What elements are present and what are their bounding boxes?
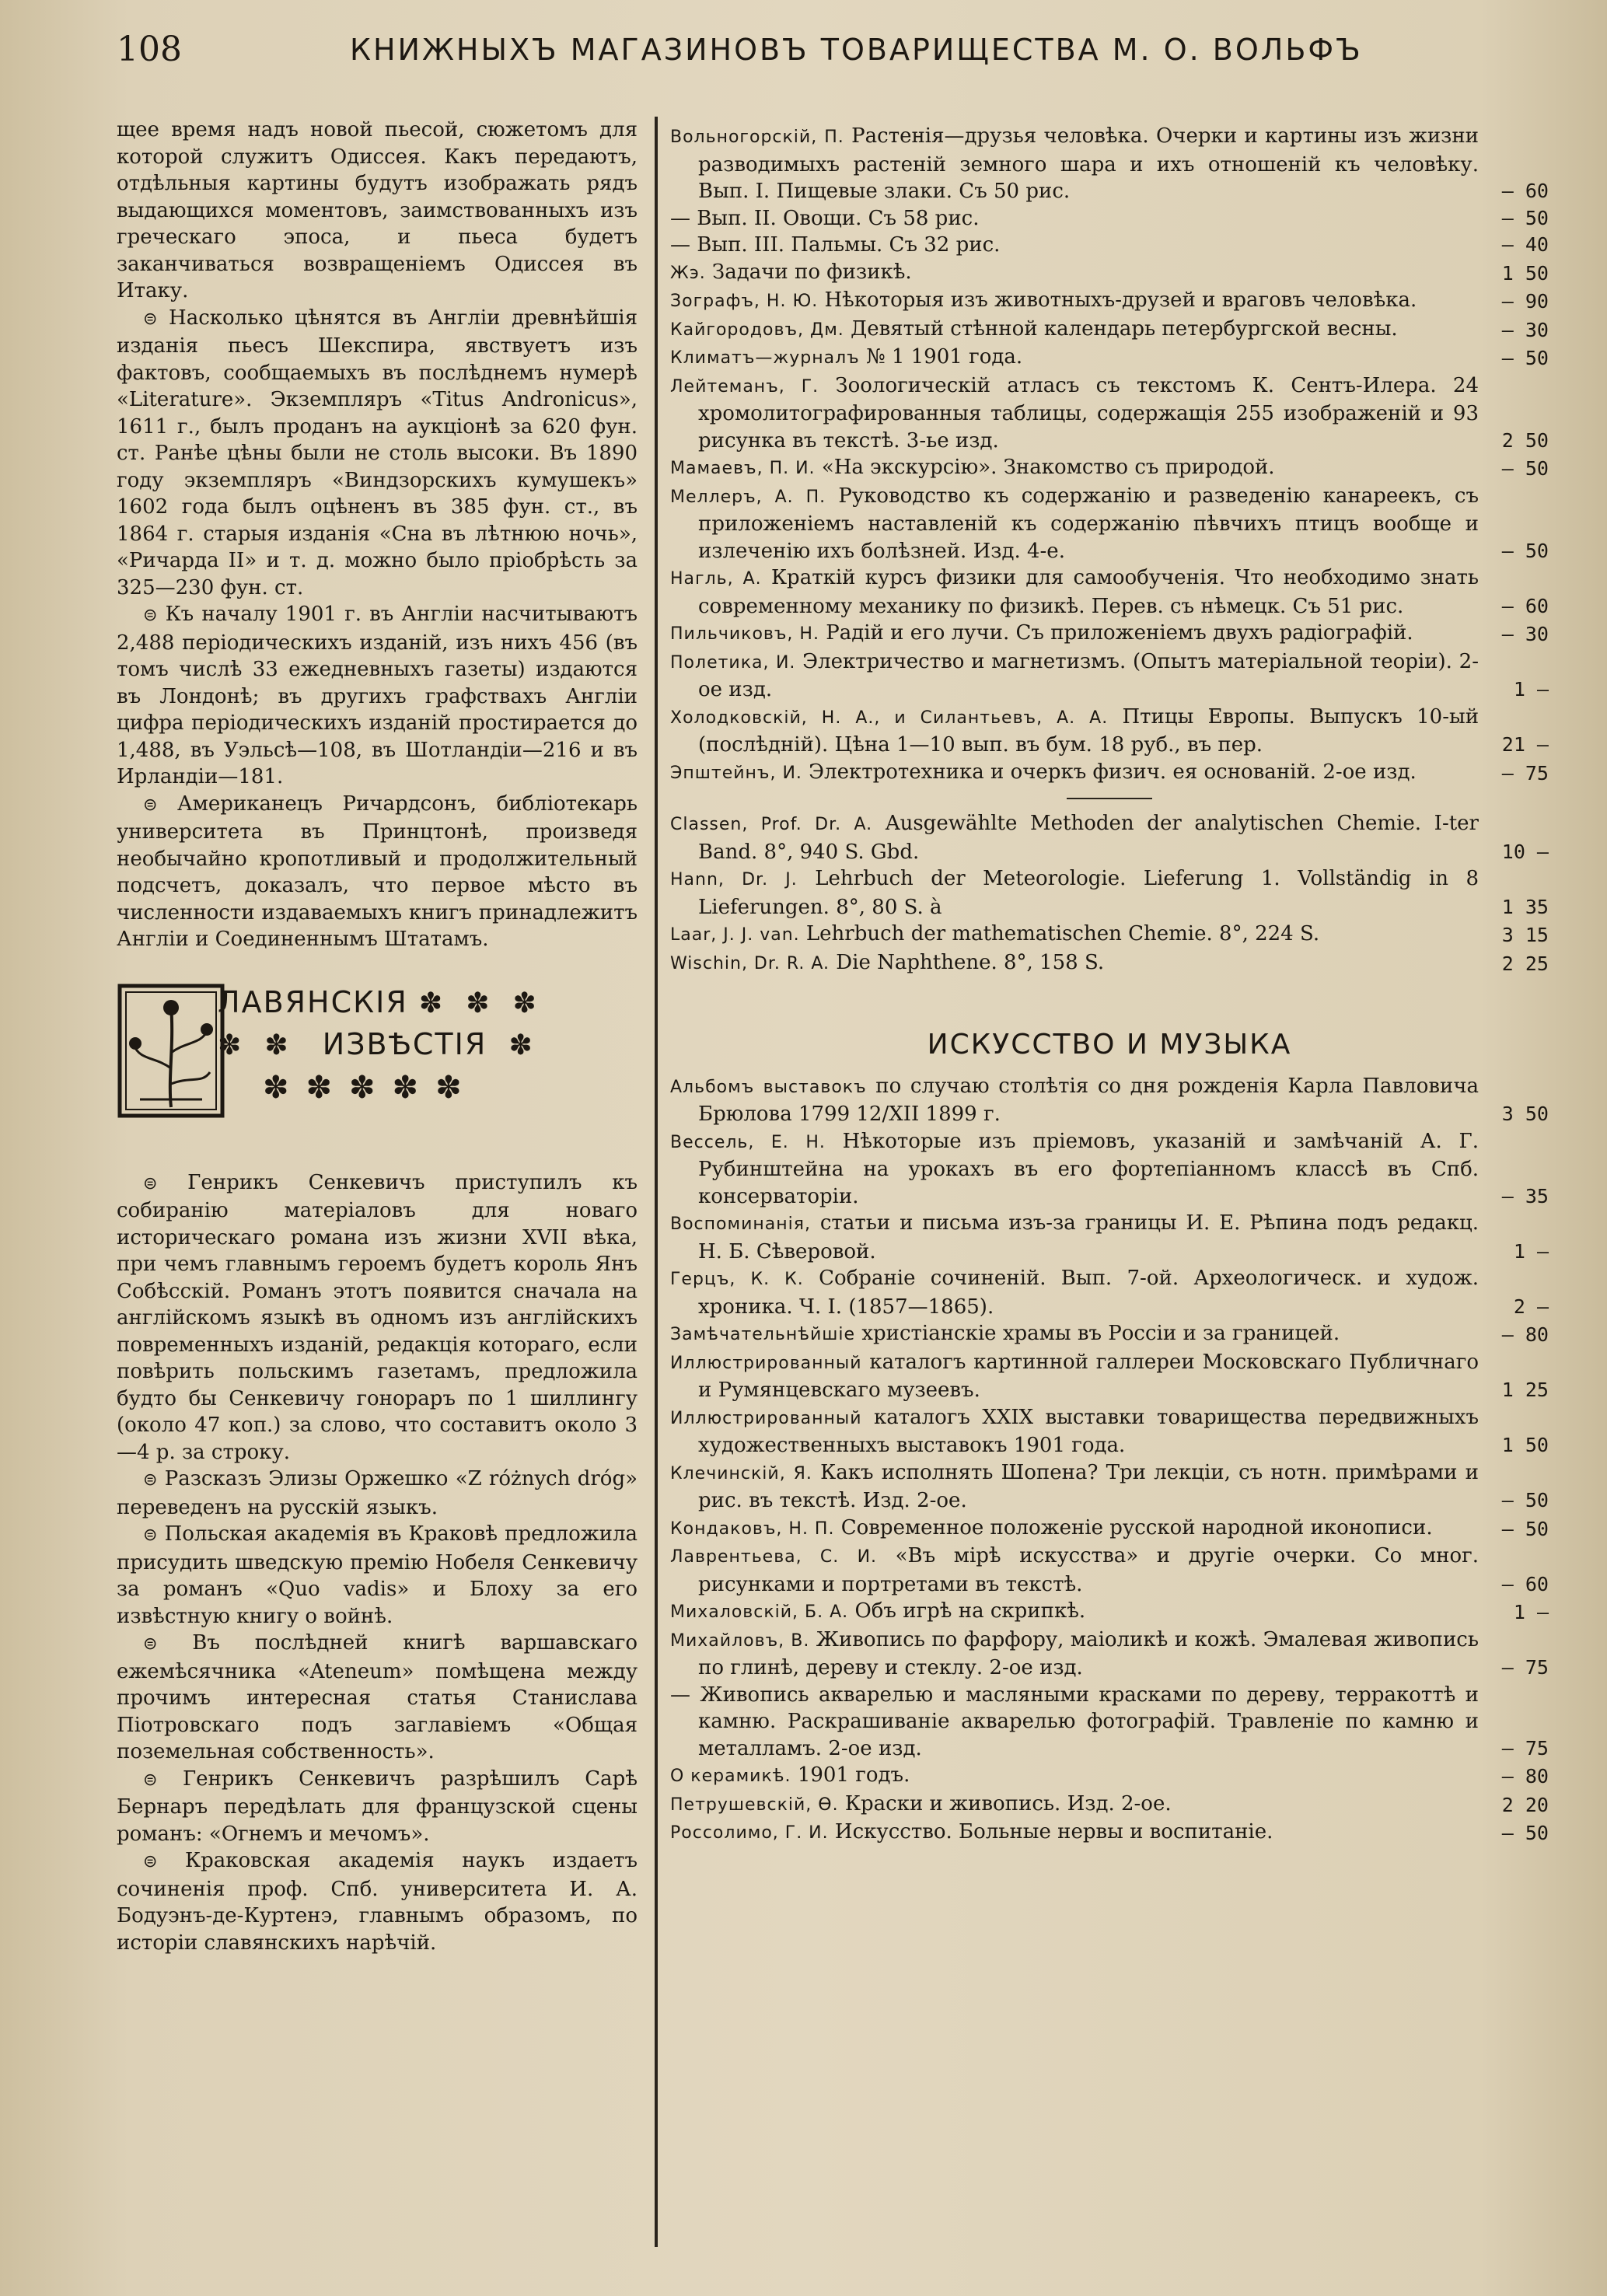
entry-price: — 50 — [1501, 539, 1549, 562]
star-ornament-icon: ✽ — [466, 987, 491, 1019]
entry-title: Современное положеніе русской народной иконописи. — [840, 1515, 1433, 1539]
entry-price: 2 — — [1513, 1295, 1549, 1318]
entry-title: — Вып. III. Пальмы. Съ 32 рис. — [670, 233, 1001, 257]
catalog-entry — [670, 316, 1549, 344]
news-item — [117, 1169, 638, 1466]
catalog-entry — [670, 1128, 1549, 1211]
entry-title: Die Naphthene. 8°, 158 S. — [836, 950, 1105, 974]
slavic-news-heading — [117, 983, 638, 1146]
entry-price: — 35 — [1501, 1184, 1549, 1207]
book-list-art-music — [670, 1073, 1549, 1847]
entry-title: статьи и письма изъ-за границы И. Е. Рѣпина подъ редакц. Н. Б. Сѣверовой. — [698, 1211, 1479, 1263]
entry-price: — 80 — [1501, 1323, 1549, 1346]
entry-author: Кайгородовъ, Дм. — [670, 320, 844, 340]
entry-author: Нагль, А. — [670, 569, 762, 589]
slavic-heading-line2 — [218, 1026, 534, 1061]
catalog-entry — [670, 921, 1549, 949]
entry-price: — 50 — [1501, 1822, 1549, 1844]
entry-price: 1 35 — [1501, 895, 1549, 918]
entry-price: — 50 — [1501, 206, 1549, 229]
catalog-entry — [670, 704, 1549, 759]
entry-title: № 1 1901 года. — [865, 345, 1023, 369]
entry-title: Lehrbuch der Meteorologie. Lieferung 1. Vollständig in 8 Lieferungen. 8°, 80 S. à — [698, 867, 1479, 919]
entry-author: Лейтеманъ, Г. — [670, 376, 819, 397]
catalog-entry — [670, 1543, 1549, 1598]
catalog-entry — [670, 259, 1549, 288]
catalog-entry — [670, 1265, 1549, 1320]
news-text: Генрикъ Сенкевичъ разрѣшилъ Сарѣ Бернаръ передѣлать для французской сцены романъ: «Огнемъ и мечомъ». — [117, 1767, 638, 1846]
news-item — [117, 1630, 638, 1766]
entry-author: О керамикѣ. — [670, 1767, 791, 1786]
entry-price: 2 25 — [1501, 952, 1549, 975]
star-ornament-icon: ✽ — [508, 1029, 534, 1061]
slavic-heading-stars — [263, 1069, 479, 1106]
entry-title: 1901 годъ. — [797, 1763, 910, 1787]
entry-price: 1 50 — [1501, 261, 1549, 285]
entry-author: Пильчиковъ, Н. — [670, 624, 819, 644]
entry-price: 10 — — [1501, 840, 1549, 863]
entry-price: 21 — — [1501, 733, 1549, 756]
section-marker-icon: ⊜ — [143, 309, 158, 329]
section-marker-icon: ⊜ — [143, 1770, 158, 1790]
entry-author: Воспоминанія, — [670, 1214, 811, 1234]
entry-author: Петрушевскій, Ѳ. — [670, 1795, 839, 1815]
entry-author: Wischin, Dr. R. A. — [670, 953, 830, 973]
entry-price: — 60 — [1501, 1572, 1549, 1595]
entry-price: — 50 — [1501, 1517, 1549, 1540]
catalog-entry — [670, 810, 1549, 865]
entry-author: Laar, J. J. van. — [670, 925, 800, 945]
entry-author: Климатъ—журналъ — [670, 348, 860, 368]
entry-title: Задачи по физикѣ. — [712, 260, 912, 284]
catalog-entry — [670, 205, 1549, 232]
entry-title: Объ игрѣ на скрипкѣ. — [854, 1599, 1086, 1623]
book-list-natural-science — [670, 123, 1549, 787]
entry-title: Растенія—друзья человѣка. Очерки и картины изъ жизни разводимыхъ растеній земного шара и ихъ отношеній къ человѣку. Вып. I. Пищевые злаки. Съ 50 рис. — [698, 124, 1479, 203]
entry-price: 1 — — [1513, 1601, 1549, 1623]
entry-title: христіанскіе храмы въ Россіи и за границей. — [861, 1322, 1340, 1345]
catalog-entry — [670, 344, 1549, 372]
entry-title: Живопись по фарфору, маіоликѣ и кожѣ. Эмалевая живопись по глинѣ, дереву и стеклу. 2-ое изд. — [698, 1627, 1479, 1679]
entry-price: 3 50 — [1501, 1103, 1549, 1125]
page-number: 108 — [117, 30, 182, 69]
news-text: Разсказъ Элизы Оржешко «Z różnych dróg» переведенъ на русскій языкъ. — [117, 1467, 638, 1519]
entry-price: — 50 — [1501, 1489, 1549, 1511]
ornamental-initial-icon — [117, 983, 225, 1119]
section-marker-icon: ⊜ — [143, 1173, 158, 1193]
entry-title: Нѣкоторые изъ пріемовъ, указаній и замѣчаній А. Г. Рубинштейна на урокахъ въ его фортепіанномъ классѣ въ Спб. консерваторіи. — [698, 1129, 1479, 1208]
news-text: Краковская академія наукъ издаетъ сочиненія проф. Спб. университета И. А. Бодуэнъ-де-Куртенэ, главнымъ образомъ, по исторіи славянскихъ нарѣчій. — [117, 1849, 638, 1955]
entry-price: 3 15 — [1501, 924, 1549, 946]
heading-text: ИЗВѢСТІЯ — [322, 1026, 487, 1061]
star-ornament-icon: ✽ — [418, 987, 445, 1019]
catalog-entry — [670, 372, 1549, 455]
catalog-entry — [670, 232, 1549, 259]
entry-author: Classen, Prof. Dr. A. — [670, 815, 873, 834]
entry-price: 2 50 — [1501, 428, 1549, 452]
entry-price: — 60 — [1501, 180, 1549, 202]
catalog-entry — [670, 759, 1549, 788]
star-ornament-icon: ✽ — [306, 1069, 350, 1106]
entry-price: 1 25 — [1501, 1379, 1549, 1401]
divider-rule — [1067, 798, 1152, 799]
entry-price: 1 — — [1513, 678, 1549, 701]
entry-author: Кондаковъ, Н. П. — [670, 1518, 835, 1539]
entry-title: Радій и его лучи. Съ приложеніемъ двухъ радіографій. — [826, 621, 1413, 645]
star-ornament-icon: ✽ — [392, 1069, 436, 1106]
entry-title: Искусство. Больные нервы и воспитаніе. — [834, 1820, 1273, 1843]
entry-price: — 50 — [1501, 347, 1549, 369]
entry-author: Холодковскій, Н. А., и Силантьевъ, А. А. — [670, 708, 1109, 728]
entry-author: Иллюстрированный — [670, 1408, 862, 1428]
entry-price: — 80 — [1501, 1765, 1549, 1788]
paragraph-text: Американецъ Ричардсонъ, библіотекарь университета въ Принцтонѣ, произведя необычайно кропотливый и продолжительный подсчетъ, доказалъ, что первое мѣсто въ численности издаваемыхъ книгъ принадлежитъ Англіи и Соединеннымъ Штатамъ. — [117, 792, 638, 951]
entry-title: Электричество и магнетизмъ. (Опытъ матеріальной теоріи). 2-ое изд. — [698, 649, 1479, 701]
catalog-entry — [670, 287, 1549, 316]
entry-author: Вольногорскій, П. — [670, 128, 844, 147]
column-divider — [655, 117, 658, 2247]
article-paragraph: щее время надъ новой пьесой, сюжетомъ для которой служитъ Одиссея. Какъ передаютъ, отдѣльныя картины будутъ изображать рядъ выдающихся моментовъ, заимствованныхъ изъ греческаго эпоса, и пьеса будетъ заканчиваться возвращеніемъ Одиссея въ Итаку. — [117, 118, 638, 302]
catalog-entry — [670, 1349, 1549, 1404]
catalog-entry — [670, 1073, 1549, 1128]
article-paragraph — [117, 791, 638, 953]
paragraph-text: Насколько цѣнятся въ Англіи древнѣйшія изданія пьесъ Шекспира, явствуетъ изъ фактовъ, сообщаемыхъ въ послѣднемъ нумерѣ «Literature». Экземпляръ «Titus Andronicus», 1611 г., былъ проданъ на аукціонѣ за 620 фун. ст. Ранѣе цѣны были не столь высоки. Въ 1890 году экземпляръ «Виндзорскихъ кумушекъ» 1602 года былъ оцѣненъ въ 385 фун. ст., въ 1864 г. старыя изданія «Сна въ лѣтнюю ночь», «Ричарда II» и т. д. можно было пріобрѣсть за 325—230 фун. ст. — [117, 306, 638, 599]
entry-title: Краткій курсъ физики для самообученія. Что необходимо знать современному механику по физикѣ. Перев. съ нѣмецк. Съ 51 рис. — [698, 566, 1479, 618]
catalog-entry — [670, 1791, 1549, 1819]
entry-price: 1 50 — [1501, 1434, 1549, 1456]
section-marker-icon: ⊜ — [143, 1634, 158, 1654]
catalog-entry — [670, 564, 1549, 620]
heading-text: ЛАВЯНСКІЯ — [218, 984, 408, 1019]
entry-title: Краски и живопись. Изд. 2-ое. — [844, 1791, 1172, 1815]
running-title: КНИЖНЫХЪ МАГАЗИНОВЪ ТОВАРИЩЕСТВА М. О. ВОЛЬФЪ — [350, 33, 1363, 67]
catalog-entry — [670, 1762, 1549, 1791]
entry-author: Клечинскій, Я. — [670, 1463, 812, 1483]
entry-author: Михаловскій, Б. А. — [670, 1602, 849, 1622]
star-ornament-icon: ✽ — [512, 987, 538, 1019]
article-paragraph — [117, 601, 638, 791]
catalog-entry — [670, 865, 1549, 921]
section-title: ИСКУССТВО И МУЗЫКА — [927, 1029, 1292, 1061]
news-item — [117, 1766, 638, 1848]
catalog-entry — [670, 1515, 1549, 1543]
news-item — [117, 1847, 638, 1956]
entry-author: Мамаевъ, П. И. — [670, 459, 816, 478]
catalog-entry — [670, 949, 1549, 978]
entry-title: — Вып. II. Овощи. Съ 58 рис. — [670, 206, 980, 230]
entry-price: — 60 — [1501, 594, 1549, 617]
spacer — [670, 977, 1549, 1032]
entry-author: Эпштейнъ, И. — [670, 763, 802, 783]
entry-price: — 30 — [1501, 623, 1549, 645]
entry-price: — 75 — [1501, 761, 1549, 785]
catalog-entry — [670, 1598, 1549, 1627]
entry-price: — 40 — [1501, 233, 1549, 256]
news-item — [117, 1521, 638, 1630]
catalog-entry — [670, 483, 1549, 565]
entry-title: Электротехника и очеркъ физич. ея основаній. 2-ое изд. — [809, 760, 1417, 784]
entry-title: Птицы Европы. Выпускъ 10-ый (послѣдній). Цѣна 1—10 вып. въ бум. 18 руб., въ пер. — [698, 704, 1479, 757]
entry-author: Жэ. — [670, 263, 706, 283]
section-marker-icon: ⊜ — [143, 1525, 158, 1545]
catalog-entry — [670, 123, 1549, 205]
entry-author: Лаврентьева, С. И. — [670, 1547, 878, 1567]
catalog-entry — [670, 1627, 1549, 1682]
section-marker-icon: ⊜ — [143, 1470, 158, 1490]
entry-title: — Живопись акварелью и масляными красками по дереву, терракоттѣ и камню. Раскрашиваніе акварелью фотографій. Травленіе по камню и металламъ. 2-ое изд. — [670, 1683, 1479, 1760]
catalog-entry — [670, 1210, 1549, 1265]
entry-author: Полетика, И. — [670, 652, 796, 673]
star-ornament-icon: ✽ — [263, 1069, 306, 1106]
entry-author: Россолимо, Г. И. — [670, 1823, 829, 1843]
star-ornament-icon: ✽ — [218, 1029, 243, 1061]
entry-author: Альбомъ выставокъ — [670, 1077, 867, 1097]
entry-title: по случаю столѣтія со дня рожденія Карла Павловича Брюлова 1799 12/XII 1899 г. — [698, 1074, 1479, 1126]
entry-price: 2 20 — [1501, 1793, 1549, 1816]
catalog-entry — [670, 1819, 1549, 1847]
entry-price: — 30 — [1501, 318, 1549, 341]
entry-author: Герцъ, К. К. — [670, 1270, 804, 1289]
entry-title: Руководство къ содержанію и разведенію канареекъ, съ приложеніемъ наставленій къ содержанію пѣвчихъ птицъ вообще и излеченію ихъ болѣзней. Изд. 4-е. — [698, 484, 1479, 563]
entry-title: каталогъ XXIX выставки товарищества передвижныхъ художественныхъ выставокъ 1901 года. — [698, 1405, 1479, 1457]
star-ornament-icon: ✽ — [435, 1069, 479, 1106]
entry-price: — 90 — [1501, 290, 1549, 313]
entry-title: «На экскурсію». Знакомство съ природой. — [821, 456, 1275, 479]
star-ornament-icon: ✽ — [264, 1029, 290, 1061]
entry-price: 1 — — [1513, 1239, 1549, 1263]
entry-price: — 50 — [1501, 457, 1549, 480]
spacer — [670, 1059, 1549, 1073]
paragraph-text: Къ началу 1901 г. въ Англіи насчитываютъ 2,488 періодическихъ изданій, изъ нихъ 456 (въ томъ числѣ 33 ежедневныхъ газеты) издаются въ Лондонѣ; въ другихъ графствахъ Англіи цифра періодическихъ изданій простирается до 1,488, въ Уэльсѣ—108, въ Шотландіи—216 и въ Ирландіи—181. — [117, 603, 638, 788]
catalog-entry — [670, 454, 1549, 483]
entry-author: Вессель, Е. Н. — [670, 1132, 826, 1152]
section-marker-icon: ⊜ — [143, 1852, 158, 1871]
entry-price: — 75 — [1501, 1656, 1549, 1679]
entry-title: «Въ мірѣ искусства» и другіе очерки. Со мног. рисунками и портретами въ текстѣ. — [698, 1544, 1479, 1596]
entry-title: Нѣкоторыя изъ животныхъ-друзей и враговъ человѣка. — [824, 288, 1417, 312]
catalog-entry — [670, 620, 1549, 648]
entry-title: Девятый стѣнной календарь петербургской весны. — [851, 316, 1398, 341]
entry-title: Какъ исполнять Шопена? Три лекціи, съ нотн. примѣрами и рис. въ текстѣ. Изд. 2-ое. — [698, 1460, 1479, 1512]
catalog-entry — [670, 1682, 1549, 1763]
news-text: Въ послѣдней книгѣ варшавскаго ежемѣсячника «Ateneum» помѣщена между прочимъ интересная статья Станислава Піотровскаго подъ заглавіемъ «Общая поземельная собственность». — [117, 1631, 638, 1763]
entry-title: Lehrbuch der mathematischen Chemie. 8°, 224 S. — [805, 922, 1320, 945]
article-paragraph — [117, 305, 638, 602]
entry-title: Ausgewählte Methoden der analytischen Chemie. I-ter Band. 8°, 940 S. Gbd. — [698, 812, 1479, 864]
catalog-entry — [670, 1404, 1549, 1459]
left-column — [117, 117, 638, 1956]
section-marker-icon: ⊜ — [143, 795, 158, 815]
entry-author: Hann, Dr. J. — [670, 870, 798, 889]
entry-author: Меллеръ, А. П. — [670, 487, 826, 507]
catalog-entry — [670, 1320, 1549, 1349]
catalog-entry — [670, 1459, 1549, 1515]
book-list-foreign — [670, 810, 1549, 977]
entry-author: Иллюстрированный — [670, 1353, 862, 1373]
slavic-heading-line1 — [218, 984, 538, 1019]
entry-title: Собраніе сочиненій. Вып. 7-ой. Археологическ. и худож. хроника. Ч. I. (1857—1865). — [698, 1267, 1479, 1319]
entry-title: каталогъ картинной галлереи Московскаго Публичнаго и Румянцевскаго музеевъ. — [698, 1350, 1479, 1402]
entry-author: Михайловъ, В. — [670, 1630, 810, 1651]
news-text: Генрикъ Сенкевичъ приступилъ къ собиранію матеріаловъ для новаго историческаго романа изъ жизни XVII вѣка, при чемъ главнымъ героемъ будетъ король Янъ Собѣсскій. Романъ этотъ появится сначала на англійскомъ языкѣ въ одномъ изъ англійскихъ повременныхъ изданій, редакція котораго, если повѣрить польскимъ газетамъ, предложила будто бы Сенкевичу гонораръ по 1 шиллингу (около 47 коп.) за слово, что составитъ около 3—4 р. за строку. — [117, 1170, 638, 1464]
news-item — [117, 1466, 638, 1521]
star-ornament-icon: ✽ — [349, 1069, 393, 1106]
section-marker-icon: ⊜ — [143, 606, 158, 625]
page-header — [117, 30, 1555, 76]
entry-author: Зографъ, Н. Ю. — [670, 292, 819, 311]
entry-author: Замѣчательнѣйшіе — [670, 1325, 856, 1344]
right-column — [670, 123, 1549, 1847]
news-text: Польская академія въ Краковѣ предложила присудить шведскую премію Нобеля Сенкевичу за романъ «Quo vadis» и Блоху за его извѣстную книгу о войнѣ. — [117, 1522, 638, 1628]
entry-price: — 75 — [1501, 1736, 1549, 1760]
catalog-entry — [670, 648, 1549, 704]
entry-title: Зоологическій атласъ съ текстомъ К. Сентъ-Илера. 24 хромолитографированныя таблицы, содержащія 255 изображеній и 93 рисунка въ текстѣ. 3-ье изд. — [698, 373, 1479, 453]
